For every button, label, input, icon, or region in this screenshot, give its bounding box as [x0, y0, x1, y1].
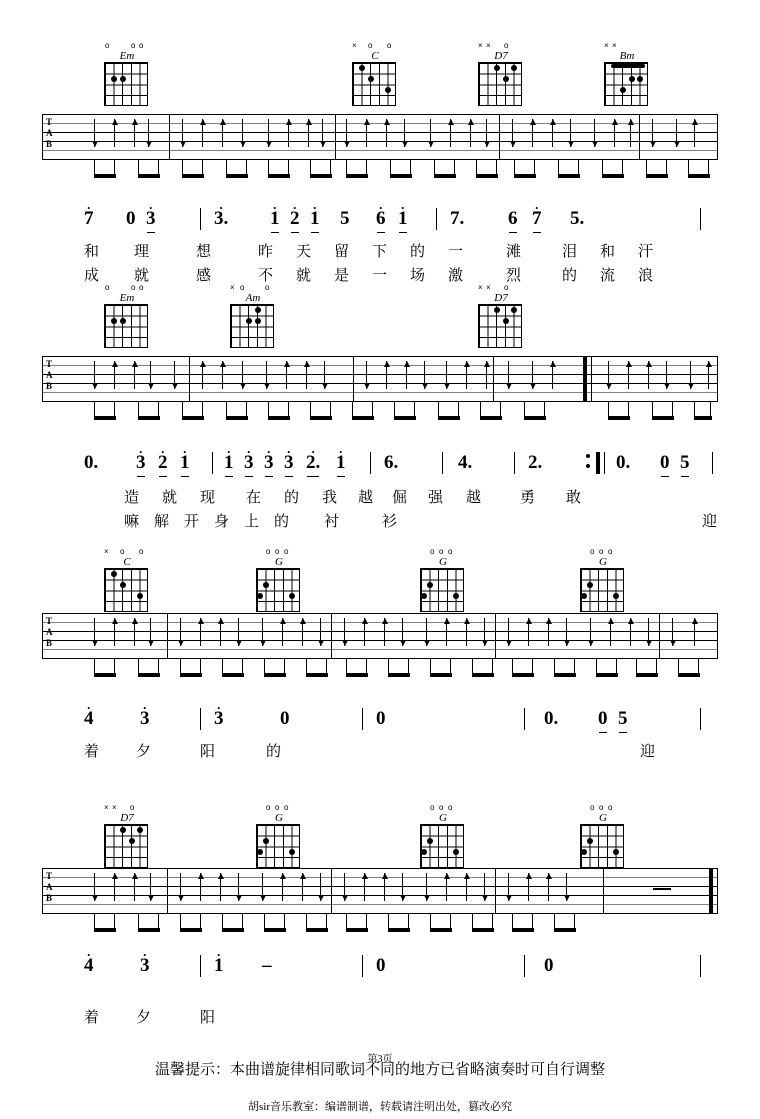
chord-name-label: G	[599, 812, 607, 824]
jianpu-note: . 2	[290, 208, 300, 230]
jianpu-note: . 1	[270, 208, 280, 230]
jianpu-note: 0	[598, 708, 608, 730]
lyric-char: 强	[428, 490, 444, 506]
lyric-char: 激	[448, 268, 464, 284]
chord-diagram-c-3	[96, 547, 152, 612]
lyric-char: 成	[84, 268, 100, 284]
chord-name-label: D7	[120, 812, 134, 824]
lyric-char: 越	[358, 490, 374, 506]
repeat-sign	[586, 454, 590, 474]
jianpu-note: 2.	[528, 452, 543, 473]
lyric-char: 就	[134, 268, 150, 284]
jianpu-note: . 1	[310, 208, 320, 230]
jianpu-note: . 7	[532, 208, 542, 230]
rhythm-stems	[42, 659, 718, 681]
tab-system-2	[42, 356, 718, 424]
lyric-char: 就	[296, 268, 312, 284]
tab-system-3	[42, 613, 718, 681]
chord-name-label: G	[275, 556, 283, 568]
jianpu-note: . 1	[214, 944, 224, 976]
jianpu-row-4	[84, 944, 744, 981]
jianpu-note: 0.	[616, 452, 631, 473]
jianpu-note: 0.	[84, 452, 99, 473]
lyric-char: 天	[296, 244, 312, 260]
chord-name-label: G	[275, 812, 283, 824]
chord-diagram-d7-2	[470, 283, 526, 348]
jianpu-note: 5.	[570, 208, 585, 229]
jianpu-note: . 3	[264, 452, 274, 474]
tab-system-1	[42, 114, 718, 182]
jianpu-note: . 1	[180, 452, 190, 474]
lyric-char: 在	[246, 490, 262, 506]
chord-name-label: D7	[494, 292, 508, 304]
chord-string-markers: o o o	[266, 803, 289, 812]
chord-string-markers: o o o	[266, 547, 289, 556]
chord-diagram-g-4a	[248, 803, 304, 868]
jianpu-note: 5	[618, 708, 628, 730]
chord-diagram-am-2	[222, 283, 278, 348]
lyrics-block-2	[0, 486, 760, 534]
lyric-char: 着	[84, 744, 100, 760]
lyric-char: 的	[410, 244, 426, 260]
chord-string-markers: o o o	[105, 283, 144, 292]
jianpu-note: 5	[680, 452, 690, 474]
lyric-char: 的	[284, 490, 300, 506]
lyric-char: 阳	[200, 744, 216, 760]
lyric-char: 敢	[566, 490, 582, 506]
footer-credit: 胡sir音乐教室：编谱制谱，转载请注明出处，篡改必究	[248, 1101, 512, 1113]
jianpu-note: . 7	[84, 197, 94, 229]
chord-fretboard	[256, 824, 300, 868]
lyric-char: 的	[266, 744, 282, 760]
jianpu-note: 0	[126, 208, 136, 229]
lyric-char: 滩	[506, 244, 522, 260]
chord-name-label: Em	[119, 292, 135, 304]
jianpu-note: 0.	[544, 708, 559, 729]
chord-name-label: D7	[494, 50, 508, 62]
lyric-char: 泪	[562, 244, 578, 260]
chord-diagram-g-4b	[412, 803, 468, 868]
jianpu-note: . 3	[140, 944, 150, 976]
chord-fretboard	[604, 62, 648, 106]
chord-string-markers: × × o	[104, 803, 135, 812]
jianpu-note: . 3	[136, 452, 146, 474]
lyric-char: 阳	[200, 1010, 216, 1026]
lyric-char: 理	[134, 244, 150, 260]
jianpu-note: –	[262, 955, 272, 976]
lyric-char: 衬	[324, 514, 340, 530]
jianpu-note: . 1	[336, 452, 346, 474]
chord-diagram-bm-1	[596, 41, 652, 106]
chord-fretboard	[352, 62, 396, 106]
lyric-char: 想	[196, 244, 212, 260]
jianpu-row-3	[84, 697, 744, 734]
jianpu-note: . 3	[244, 452, 254, 474]
rhythm-stems	[42, 160, 718, 182]
chord-fretboard	[104, 304, 148, 348]
chord-fretboard	[478, 62, 522, 106]
lyric-char: 浪	[638, 268, 654, 284]
chord-fretboard	[230, 304, 274, 348]
lyric-char: 衫	[382, 514, 398, 530]
lyric-char: 身	[214, 514, 230, 530]
lyric-char: 越	[466, 490, 482, 506]
jianpu-note: 0	[280, 708, 290, 729]
chord-diagram-d7-1	[470, 41, 526, 106]
jianpu-note: . 3	[214, 697, 224, 729]
chord-fretboard	[256, 568, 300, 612]
lyric-char: 场	[410, 268, 426, 284]
jianpu-note: . 3.	[214, 197, 229, 229]
lyric-char: 一	[372, 268, 388, 284]
lyric-char: 不	[258, 268, 274, 284]
rhythm-stems	[42, 402, 718, 424]
jianpu-note: . 3	[140, 697, 150, 729]
jianpu-note: . 3	[146, 208, 156, 230]
lyric-char: 迎	[702, 514, 718, 530]
lyric-char: 勇	[520, 490, 536, 506]
lyric-char: 上	[244, 514, 260, 530]
jianpu-note: . 2.	[306, 452, 320, 474]
lyric-char: 开	[184, 514, 200, 530]
lyrics-block-3	[0, 740, 760, 764]
chord-diagram-c-1	[344, 41, 400, 106]
jianpu-note: 0	[660, 452, 670, 474]
chord-fretboard	[478, 304, 522, 348]
jianpu-row-1	[84, 197, 724, 234]
lyric-char: 和	[600, 244, 616, 260]
lyrics-block-4	[0, 1006, 760, 1030]
lyric-char: 现	[200, 490, 216, 506]
chord-fretboard	[420, 568, 464, 612]
jianpu-note: . 4	[84, 697, 94, 729]
jianpu-note: 0	[376, 708, 386, 729]
lyric-char: 下	[372, 244, 388, 260]
lyric-char: 我	[322, 490, 338, 506]
tab-staff	[42, 613, 718, 659]
lyric-char: 留	[334, 244, 350, 260]
lyric-char: 流	[600, 268, 616, 284]
lyric-char: 烈	[506, 268, 522, 284]
chord-diagram-g-3a	[248, 547, 304, 612]
chord-string-markers: o o o	[590, 547, 613, 556]
chord-diagram-g-4c	[572, 803, 628, 868]
chord-name-label: G	[439, 556, 447, 568]
lyric-char: 是	[334, 268, 350, 284]
chord-name-label: Am	[245, 292, 261, 304]
lyrics-block-1	[0, 240, 760, 288]
jianpu-row-2	[84, 441, 744, 478]
chord-diagram-g-3c	[572, 547, 628, 612]
chord-string-markers: × o o	[104, 547, 144, 556]
tab-staff	[42, 868, 718, 914]
lyric-char: 就	[162, 490, 178, 506]
tab-clef: T A B	[46, 117, 53, 149]
chord-diagram-em-2	[96, 283, 152, 348]
footer-tip: 温馨提示：本曲谱旋律相同歌词不同的地方已省略演奏时可自行调整	[154, 1062, 605, 1078]
tab-staff	[42, 114, 718, 160]
lyric-char: 嘛	[124, 514, 140, 530]
tab-clef: T A B	[46, 616, 53, 648]
chord-string-markers: × ×	[604, 41, 617, 50]
chord-string-markers: o o o	[590, 803, 613, 812]
lyric-char: 着	[84, 1010, 100, 1026]
lyric-char: 感	[196, 268, 212, 284]
chord-string-markers: × × o	[478, 283, 509, 292]
jianpu-note: 0	[376, 955, 386, 976]
chord-string-markers: o o o	[105, 41, 144, 50]
lyric-char: 一	[448, 244, 464, 260]
jianpu-note: . 6	[376, 208, 386, 230]
lyric-char: 昨	[258, 244, 274, 260]
chord-string-markers: × o o	[230, 283, 270, 292]
lyric-char: 的	[562, 268, 578, 284]
chord-name-label: G	[599, 556, 607, 568]
jianpu-note: 6	[508, 208, 518, 230]
chord-name-label: G	[439, 812, 447, 824]
chord-fretboard	[104, 62, 148, 106]
chord-fretboard	[580, 824, 624, 868]
chord-string-markers: o o o	[430, 547, 453, 556]
chord-name-label: Bm	[619, 50, 635, 62]
lyric-char: 倔	[392, 490, 408, 506]
chord-name-label: C	[123, 556, 131, 568]
tab-staff	[42, 356, 718, 402]
jianpu-note: . 1	[398, 208, 408, 230]
chord-diagram-em-1	[96, 41, 152, 106]
lyric-char: 和	[84, 244, 100, 260]
chord-fretboard	[104, 568, 148, 612]
lyric-char: 夕	[136, 744, 152, 760]
lyric-char: 迎	[640, 744, 656, 760]
chord-string-markers: × o o	[352, 41, 392, 50]
lyric-char: 汗	[638, 244, 654, 260]
jianpu-note: 6.	[384, 452, 399, 473]
jianpu-note: . 3	[284, 452, 294, 474]
tab-system-4	[42, 868, 718, 936]
page-number: 第3页	[367, 1054, 393, 1065]
jianpu-note: 0	[544, 955, 554, 976]
jianpu-note: 4.	[458, 452, 473, 473]
jianpu-note: . 2	[158, 452, 168, 474]
jianpu-note: . 4	[84, 944, 94, 976]
lyric-char: 的	[274, 514, 290, 530]
jianpu-note: . 1	[224, 452, 234, 474]
rhythm-stems	[42, 914, 718, 936]
chord-fretboard	[104, 824, 148, 868]
chord-fretboard	[420, 824, 464, 868]
chord-diagram-d7-4	[96, 803, 152, 868]
chord-string-markers: × × o	[478, 41, 509, 50]
chord-diagram-g-3b	[412, 547, 468, 612]
jianpu-note: 7.	[450, 208, 465, 229]
chord-name-label: Em	[119, 50, 135, 62]
chord-fretboard	[580, 568, 624, 612]
tab-clef: T A B	[46, 359, 53, 391]
lyric-char: 夕	[136, 1010, 152, 1026]
jianpu-note: 5	[340, 208, 350, 229]
lyric-char: 造	[124, 490, 140, 506]
lyric-char: 解	[154, 514, 170, 530]
tab-clef: T A B	[46, 871, 53, 903]
chord-string-markers: o o o	[430, 803, 453, 812]
chord-name-label: C	[371, 50, 379, 62]
